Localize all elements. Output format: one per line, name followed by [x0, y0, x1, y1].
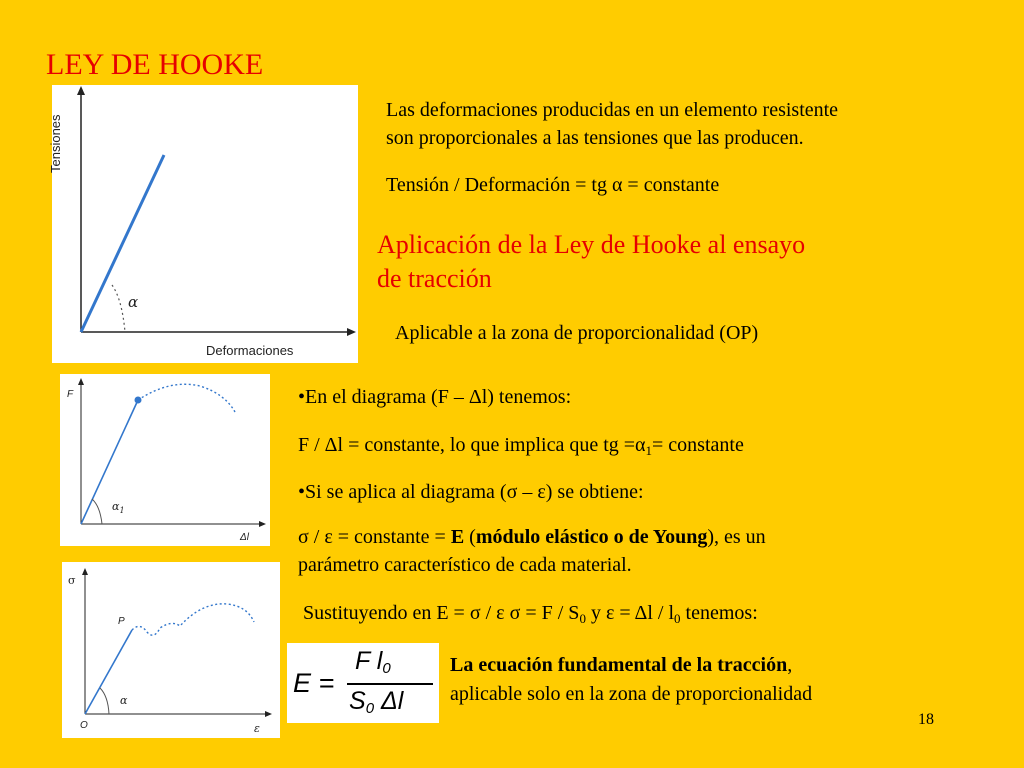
fraction-bar [347, 683, 433, 685]
substitution-line [303, 600, 758, 626]
angle-label: α [128, 293, 139, 311]
figure-stress-strain [48, 85, 358, 363]
substitution-text-3: tenemos: [680, 602, 758, 624]
force-ratio-constant: = constante [652, 434, 744, 456]
l0-subscript: 0 [674, 611, 681, 626]
x-axis-label: Δl [240, 532, 249, 543]
force-elongation-diagram [60, 374, 270, 546]
bullet-force-diagram: •En el diagrama (F – Δl) tenemos: [298, 386, 572, 408]
stress-ratio-text: σ / ε = constante = [298, 526, 451, 548]
equation-box [287, 643, 439, 723]
intro-line-2: son proporcionales a las tensiones que las producen. [386, 127, 804, 149]
x-axis-arrow [265, 711, 272, 717]
bullet-stress-diagram: •Si se aplica al diagrama (σ – ε) se obtiene: [298, 481, 644, 503]
modulus-symbol: E [450, 526, 465, 548]
young-modulus-term: módulo elástico o de Young [475, 526, 708, 548]
figure-sigma-epsilon [62, 562, 280, 738]
den-sub: 0 [365, 700, 375, 717]
substitution-text-2: y ε = Δl / l [585, 602, 675, 624]
substitution-text-1: Sustituyendo en E = σ / ε σ = F / S [303, 602, 580, 624]
proportional-line [81, 155, 164, 332]
equation-caption-line-2: aplicable solo en la zona de proporcionalidad [450, 683, 813, 705]
plastic-curve [138, 384, 235, 412]
y-axis-label: σ [68, 574, 76, 587]
den-dl: Δl [380, 687, 404, 715]
young-modulus-line [298, 524, 766, 550]
slide-title: LEY DE HOOKE [46, 48, 264, 81]
y-axis-arrow [77, 86, 85, 95]
angle-arc [112, 285, 125, 332]
den-s: S [349, 687, 366, 715]
y-axis-label: F [67, 389, 74, 400]
angle-arc [92, 499, 102, 524]
angle-label: α [120, 694, 128, 707]
force-ratio-text: F / Δl = constante, lo que implica que tg =α [298, 434, 646, 456]
num-l: l [376, 647, 383, 675]
application-heading [377, 228, 805, 296]
hooke-formula: Tensión / Deformación = tg α = constante [386, 174, 720, 196]
plastic-curve [132, 604, 254, 635]
elastic-line [81, 400, 138, 524]
y-axis-arrow [78, 378, 84, 385]
angle-label: $\alpha_1$ [112, 500, 125, 515]
young-modulus-tail: ), es un [707, 526, 766, 548]
y-axis-arrow [82, 568, 88, 575]
equation-denominator [349, 687, 403, 716]
material-parameter-line: parámetro característico de cada material. [298, 554, 632, 576]
s0-subscript: 0 [579, 611, 586, 626]
paren-open: ( [464, 526, 476, 548]
sigma-epsilon-diagram [62, 562, 280, 738]
y-axis-label: Tensiones [48, 114, 63, 173]
x-axis-label: Deformaciones [206, 343, 294, 358]
num-sub: 0 [382, 660, 391, 677]
equation-numerator [355, 647, 391, 676]
angle-arc [100, 688, 109, 714]
equation-lhs: E = [293, 668, 335, 698]
application-scope: Aplicable a la zona de proporcionalidad (OP) [395, 322, 759, 344]
caption-bold: La ecuación fundamental de la tracción [450, 654, 788, 676]
application-heading-line-2: de tracción [377, 263, 492, 293]
intro-line-1: Las deformaciones producidas en un elemento resistente [386, 99, 839, 121]
stress-strain-diagram [48, 85, 358, 363]
point-p-label: P [118, 616, 125, 627]
alpha-subscript: 1 [645, 443, 653, 458]
x-axis-arrow [347, 328, 356, 336]
origin-label: O [80, 720, 88, 731]
application-heading-line-1: Aplicación de la Ley de Hooke al ensayo [377, 230, 806, 259]
page-number: 18 [918, 711, 934, 728]
figure-force-elongation [60, 374, 270, 546]
equation-caption-line-1 [450, 652, 792, 678]
x-axis-label: ε [254, 722, 260, 735]
num-f: F [355, 647, 370, 675]
x-axis-arrow [259, 521, 266, 527]
force-ratio-line [298, 432, 744, 458]
caption-comma: , [787, 654, 793, 676]
